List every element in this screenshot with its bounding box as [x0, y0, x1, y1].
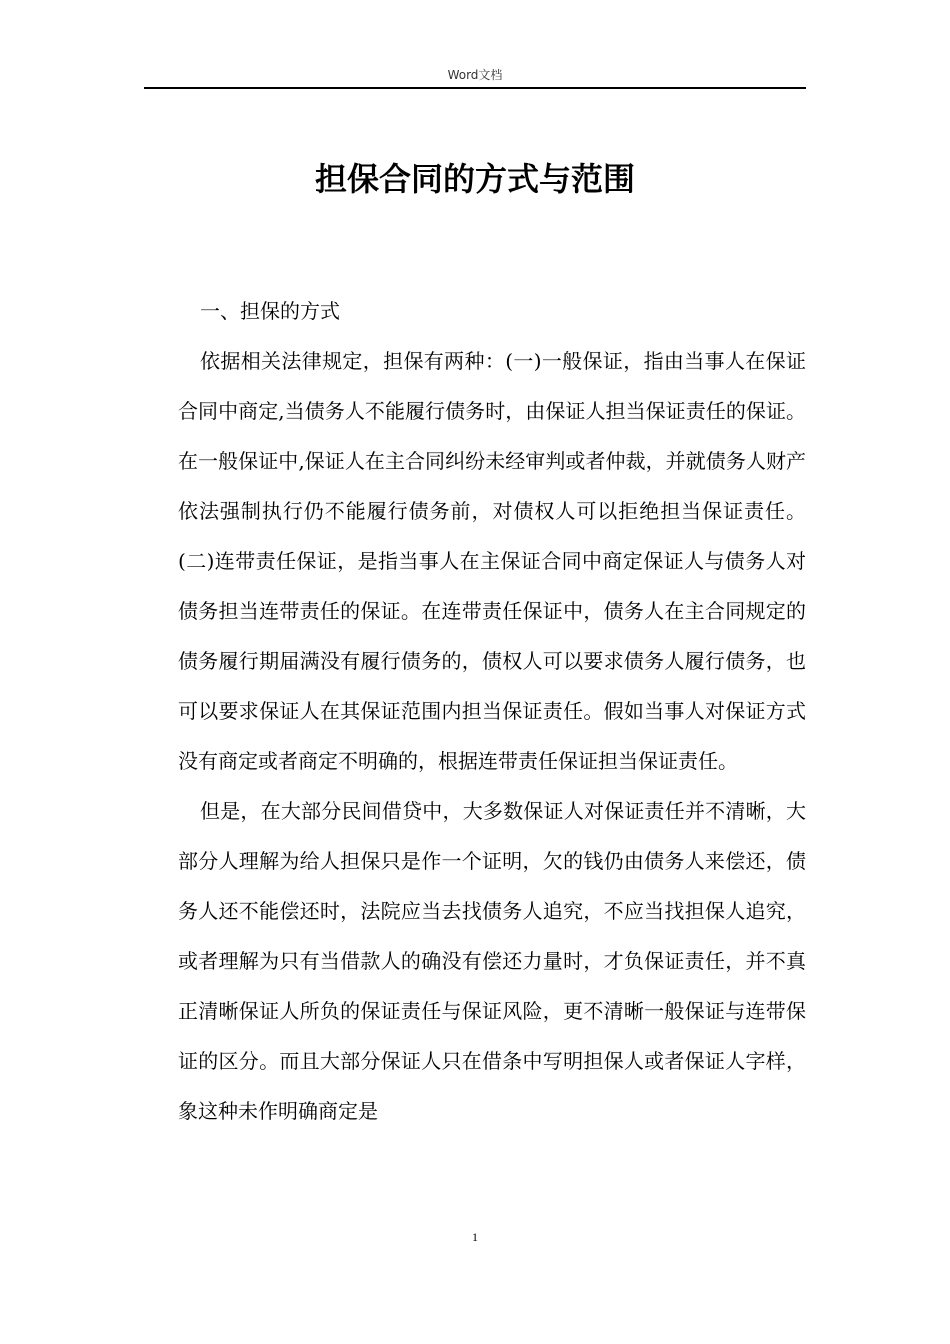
header-divider [144, 87, 806, 89]
document-body [178, 286, 806, 1136]
page-header-text: Word文档 [447, 68, 503, 82]
section-heading: 一、担保的方式 [200, 299, 340, 323]
body-paragraph: 但是，在大部分民间借贷中，大多数保证人对保证责任并不清晰，大部分人理解为给人担保只是作一个证明，欠的钱仍由债务人来偿还，债务人还不能偿还时，法院应当去找债务人追究，不应当找担保人追究，或者理解为只有当借款人的确没有偿还力量时，才负保证责任，并不真正清晰保证人所负的保证责任与保证风险，更不清晰一般保证与连带保证的区分。而且大部分保证人只在借条中写明担保人或者保证人字样，象这种未作明确商定是 [178, 799, 806, 1123]
page-number: 1 [472, 1230, 478, 1244]
body-paragraph: 依据相关法律规定，担保有两种：(一)一般保证，指由当事人在保证合同中商定,当债务人不能履行债务时，由保证人担当保证责任的保证。在一般保证中,保证人在主合同纠纷未经审判或者仲裁，并就债务人财产依法强制执行仍不能履行债务前，对债权人可以拒绝担当保证责任。(二)连带责任保证，是指当事人在主保证合同中商定保证人与债务人对债务担当连带责任的保证。在连带责任保证中，债务人在主合同规定的债务履行期届满没有履行债务的，债权人可以要求债务人履行债务，也可以要求保证人在其保证范围内担当保证责任。假如当事人对保证方式没有商定或者商定不明确的，根据连带责任保证担当保证责任。 [178, 349, 806, 773]
document-title: 担保合同的方式与范围 [314, 160, 635, 198]
